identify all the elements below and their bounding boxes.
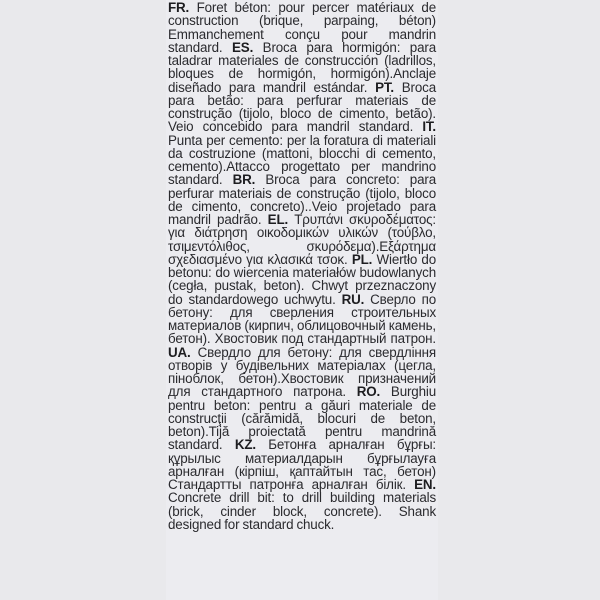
lang-code-pt: PT. [375, 79, 394, 95]
lang-text-ru: Сверло по бетону: для сверления строительных материалов (кирпич, облицовочный камень, бетон). Хвостовик под стандартный патрон. [168, 291, 436, 347]
lang-text-en: Concrete drill bit: to drill building materials (brick, cinder block, concrete). Shank designed for standard chuck. [168, 490, 436, 532]
lang-text-fr: Foret béton: pour percer matériaux de construction (brique, parpaing, béton) Emmanchement conçu pour mandrin standard. [168, 0, 437, 55]
product-label [166, 0, 438, 600]
lang-code-ua: UA. [168, 344, 191, 360]
lang-text-el: Τρυπάνι σκυροδέματος: για διάτρηση οικοδομικών υλικών (τούβλο, τσιμεντόλιθος, σκυρόδεμα).Εξάρτημα σχεδιασμένο για κλασικά τσοκ. [168, 212, 437, 267]
lang-code-es: ES. [232, 39, 254, 55]
lang-text-it: Punta per cemento: per la foratura di materiali da costruzione (mattoni, blocchi di cemento, cemento).Attacco progettato per mandrino standard. [168, 132, 436, 188]
lang-code-ro: RO. [356, 384, 381, 400]
lang-code-pl: PL. [351, 251, 373, 267]
multilingual-description [166, 0, 438, 531]
lang-code-br: BR. [232, 172, 256, 188]
lang-text-br: Broca para concreto: para perfurar materiais de construção (tijolo, bloco de cimento, concreto)..Veio projetado para mandril padrão. [168, 172, 436, 227]
lang-code-it: IT. [422, 119, 436, 135]
lang-code-fr: FR. [168, 0, 190, 15]
lang-code-en: EN. [414, 477, 436, 492]
lang-code-el: EL. [267, 212, 289, 227]
lang-text-kz: Бетонға арналған бұрғы: құрылыс материалдарын бұрғылауға арналған (кірпіш, қаптайтын тас, бетон) Стандартты патронға арналған білік. [168, 437, 437, 492]
lang-code-ru: RU. [341, 291, 365, 307]
lang-text-pl: Wiertło do betonu: do wiercenia materiałów budowlanych (cegła, pustak, beton). Chwyt przeznaczony do standardowego uchwytu. [168, 251, 436, 307]
lang-code-kz: KZ. [234, 437, 256, 453]
lang-text-es: Broca para hormigón: para taladrar materiales de construcción (ladrillos, bloques de hormigón, hormigón).Anclaje diseñado para mandril estándar. [168, 39, 436, 95]
lang-text-pt: Broca para betão: para perfurar materiais de construção (tijolo, bloco de cimento, betão). Veio concebido para mandril standard. [168, 79, 436, 135]
lang-text-ro: Burghiu pentru beton: pentru a găuri materiale de construcţii (cărămidă, blocuri de beton, beton).Tijă proiectată pentru mandrină standard. [168, 384, 437, 453]
lang-text-ua: Свердло для бетону: для свердління отворів у будівельних матеріалах (цегла, піноблок, бетон).Хвостовик призначений для стандартного патрона. [168, 344, 436, 400]
